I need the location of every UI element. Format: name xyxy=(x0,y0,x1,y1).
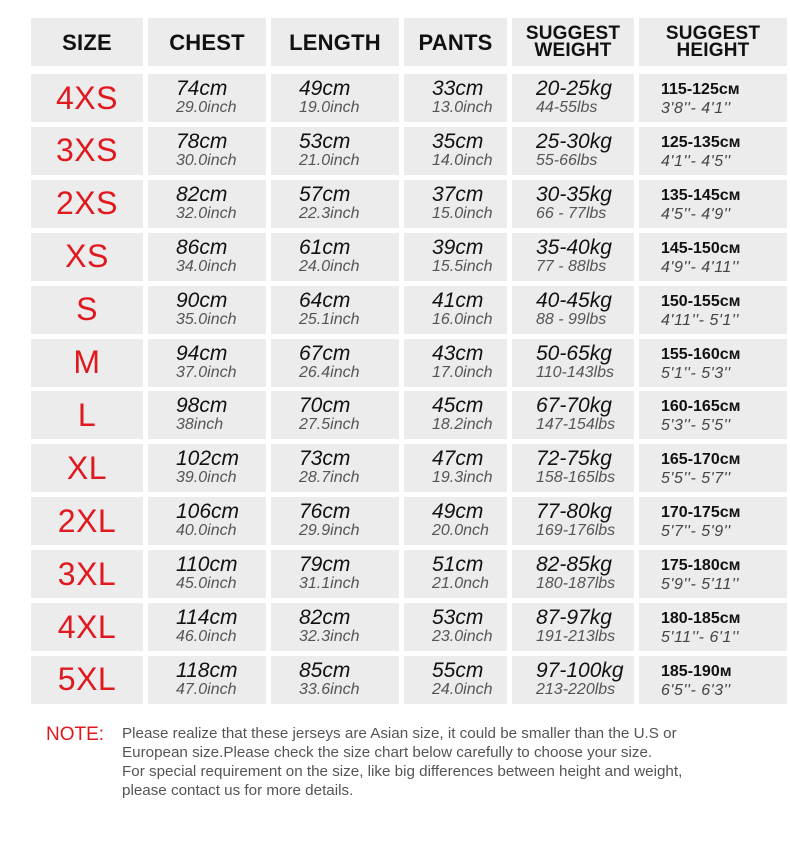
weight-secondary: 44-55lbs xyxy=(536,99,598,116)
length-secondary: 29.9inch xyxy=(299,522,360,540)
length-primary: 82cm xyxy=(299,606,351,629)
height-secondary: 5'9''- 5'11'' xyxy=(661,576,739,594)
pants-primary: 39cm xyxy=(432,235,484,259)
weight-primary: 40-45kg xyxy=(536,288,612,312)
chest-primary: 78cm xyxy=(176,129,228,153)
size-cell xyxy=(31,74,143,122)
header-length: LENGTH xyxy=(289,29,381,55)
length-secondary: 33.6inch xyxy=(299,680,360,698)
chest-secondary: 45.0inch xyxy=(176,575,237,593)
size-cell xyxy=(31,233,143,281)
height-secondary: 4'11''- 5'1'' xyxy=(661,311,739,329)
chest-cell xyxy=(148,391,266,439)
chest-cell xyxy=(148,180,266,228)
header-weight-line2: WEIGHT xyxy=(534,40,612,61)
chest-primary: 106cm xyxy=(176,500,240,524)
weight-secondary: 88 - 99lbs xyxy=(536,310,607,328)
chest-secondary: 30.0inch xyxy=(176,151,237,169)
height-cell xyxy=(639,180,787,228)
weight-secondary: 110-143lbs xyxy=(536,363,614,381)
height-primary: 150-155см xyxy=(661,292,741,310)
pants-primary: 37cm xyxy=(432,182,484,206)
height-cell xyxy=(639,656,787,704)
pants-secondary: 13.0inch xyxy=(432,99,493,116)
weight-primary: 25-30kg xyxy=(536,129,612,153)
weight-primary: 97-100kg xyxy=(536,658,624,682)
height-primary: 180-185см xyxy=(661,610,741,627)
chest-secondary: 38inch xyxy=(176,416,224,434)
chest-primary: 102cm xyxy=(176,447,240,471)
height-secondary: 3'8''- 4'1'' xyxy=(661,100,731,117)
height-primary: 185-190м xyxy=(661,662,732,680)
pants-primary: 51cm xyxy=(432,553,484,577)
length-cell xyxy=(271,74,399,122)
chest-cell xyxy=(148,497,266,545)
size-cell xyxy=(31,339,143,387)
length-primary: 79cm xyxy=(299,553,351,577)
size-label: 2XL xyxy=(57,502,117,539)
weight-cell xyxy=(512,497,634,545)
header-chest: CHEST xyxy=(169,29,245,55)
length-secondary: 24.0inch xyxy=(299,257,360,275)
length-primary: 76cm xyxy=(299,500,351,524)
pants-secondary: 18.2inch xyxy=(432,416,493,434)
size-cell xyxy=(31,180,143,228)
pants-cell xyxy=(404,603,507,651)
pants-primary: 55cm xyxy=(432,658,484,682)
size-label: 2XS xyxy=(56,185,118,222)
length-secondary: 32.3inch xyxy=(299,628,360,645)
height-secondary: 4'9''- 4'11'' xyxy=(661,258,739,276)
height-cell xyxy=(639,391,787,439)
chest-cell xyxy=(148,550,266,598)
height-primary: 135-145см xyxy=(661,186,741,204)
header-size: SIZE xyxy=(62,29,112,55)
size-cell xyxy=(31,656,143,704)
length-cell xyxy=(271,127,399,175)
chest-primary: 110cm xyxy=(176,553,238,577)
length-primary: 85cm xyxy=(299,658,351,682)
note-label: NOTE: xyxy=(46,724,105,745)
pants-secondary: 19.3inch xyxy=(432,469,493,487)
pants-primary: 41cm xyxy=(432,288,484,312)
length-primary: 53cm xyxy=(299,129,351,153)
weight-secondary: 191-213lbs xyxy=(536,628,616,645)
weight-cell xyxy=(512,444,634,492)
length-secondary: 25.1inch xyxy=(299,310,360,328)
chest-secondary: 32.0inch xyxy=(176,204,237,222)
length-cell xyxy=(271,497,399,545)
chest-primary: 118cm xyxy=(176,658,238,682)
size-label: 3XS xyxy=(56,132,118,169)
length-primary: 61cm xyxy=(299,235,351,259)
chest-secondary: 29.0inch xyxy=(176,99,237,116)
height-secondary: 4'5''- 4'9'' xyxy=(661,205,731,223)
height-primary: 145-150см xyxy=(661,239,741,257)
height-cell xyxy=(639,550,787,598)
height-primary: 115-125см xyxy=(661,81,740,98)
weight-primary: 20-25kg xyxy=(536,77,612,100)
height-cell xyxy=(639,444,787,492)
chest-cell xyxy=(148,339,266,387)
chest-cell xyxy=(148,74,266,122)
size-label: 4XL xyxy=(57,608,117,645)
header-size-cell xyxy=(31,18,143,66)
length-secondary: 22.3inch xyxy=(299,204,360,222)
pants-cell xyxy=(404,656,507,704)
note-line: For special requirement on the size, like big differences between height and weight, xyxy=(122,763,683,780)
length-cell xyxy=(271,656,399,704)
pants-secondary: 15.0inch xyxy=(432,204,493,222)
header-height-line2: HEIGHT xyxy=(676,40,750,61)
note-line: Please realize that these jerseys are Asian size, it could be smaller than the U.S or xyxy=(122,725,677,742)
size-cell xyxy=(31,391,143,439)
pants-cell xyxy=(404,127,507,175)
length-secondary: 31.1inch xyxy=(299,575,360,593)
height-secondary: 6'5''- 6'3'' xyxy=(661,681,731,699)
weight-primary: 50-65kg xyxy=(536,341,612,365)
pants-primary: 35cm xyxy=(432,129,484,153)
weight-cell xyxy=(512,603,634,651)
length-cell xyxy=(271,180,399,228)
chest-cell xyxy=(148,127,266,175)
weight-cell xyxy=(512,286,634,334)
weight-secondary: 66 - 77lbs xyxy=(536,204,607,222)
height-primary: 155-160см xyxy=(661,345,741,363)
weight-secondary: 147-154lbs xyxy=(536,416,616,434)
height-cell xyxy=(639,497,787,545)
length-secondary: 26.4inch xyxy=(299,363,360,381)
weight-secondary: 158-165lbs xyxy=(536,469,616,487)
size-cell xyxy=(31,127,143,175)
height-primary: 175-180см xyxy=(661,557,741,575)
weight-secondary: 77 - 88lbs xyxy=(536,257,607,275)
header-chest-cell xyxy=(148,18,266,66)
header-height xyxy=(666,25,760,59)
size-label: XS xyxy=(65,238,109,275)
chest-secondary: 47.0inch xyxy=(176,680,237,698)
pants-primary: 47cm xyxy=(432,447,484,471)
weight-secondary: 180-187lbs xyxy=(536,575,616,593)
length-primary: 73cm xyxy=(299,447,351,471)
weight-cell xyxy=(512,656,634,704)
length-cell xyxy=(271,286,399,334)
length-secondary: 28.7inch xyxy=(299,469,360,487)
length-cell xyxy=(271,339,399,387)
chest-primary: 94cm xyxy=(176,341,228,365)
weight-primary: 35-40kg xyxy=(536,235,612,259)
length-secondary: 19.0inch xyxy=(299,99,360,116)
size-label: 3XL xyxy=(57,555,117,592)
weight-primary: 67-70kg xyxy=(536,394,612,418)
pants-cell xyxy=(404,233,507,281)
chest-primary: 82cm xyxy=(176,182,228,206)
chest-primary: 114cm xyxy=(176,606,238,629)
header-height-cell xyxy=(639,18,787,66)
length-cell xyxy=(271,444,399,492)
pants-secondary: 23.0inch xyxy=(432,628,493,645)
height-secondary: 5'3''- 5'5'' xyxy=(661,417,731,435)
pants-primary: 33cm xyxy=(432,77,484,100)
length-primary: 49cm xyxy=(299,77,351,100)
height-primary: 160-165см xyxy=(661,398,741,416)
height-cell xyxy=(639,127,787,175)
header-weight xyxy=(526,25,620,59)
length-cell xyxy=(271,550,399,598)
chest-secondary: 34.0inch xyxy=(176,257,237,275)
length-primary: 70cm xyxy=(299,394,351,418)
chest-secondary: 40.0inch xyxy=(176,522,237,540)
height-secondary: 5'11''- 6'1'' xyxy=(661,629,739,646)
chest-primary: 98cm xyxy=(176,394,228,418)
chest-cell xyxy=(148,603,266,651)
length-secondary: 21.0inch xyxy=(299,151,360,169)
pants-cell xyxy=(404,444,507,492)
note-line: please contact us for more details. xyxy=(122,782,354,799)
weight-primary: 77-80kg xyxy=(536,500,612,524)
length-cell xyxy=(271,391,399,439)
header-pants: PANTS xyxy=(418,29,493,55)
pants-cell xyxy=(404,550,507,598)
chest-cell xyxy=(148,444,266,492)
height-cell xyxy=(639,233,787,281)
height-cell xyxy=(639,603,787,651)
size-label: 4XS xyxy=(56,79,118,116)
height-secondary: 5'5''- 5'7'' xyxy=(661,470,731,488)
size-cell xyxy=(31,603,143,651)
length-primary: 64cm xyxy=(299,288,351,312)
weight-secondary: 55-66lbs xyxy=(536,151,598,169)
header-pants-cell xyxy=(404,18,507,66)
weight-cell xyxy=(512,74,634,122)
height-cell xyxy=(639,339,787,387)
weight-cell xyxy=(512,127,634,175)
height-cell xyxy=(639,74,787,122)
pants-primary: 53cm xyxy=(432,606,484,629)
pants-secondary: 15.5inch xyxy=(432,257,493,275)
weight-secondary: 213-220lbs xyxy=(536,680,616,698)
weight-primary: 30-35kg xyxy=(536,182,612,206)
size-label: XL xyxy=(66,449,108,486)
chest-secondary: 46.0inch xyxy=(176,628,237,645)
note-line: European size.Please check the size chart below carefully to choose your size. xyxy=(122,744,653,761)
pants-cell xyxy=(404,180,507,228)
pants-secondary: 16.0inch xyxy=(432,310,493,328)
length-primary: 57cm xyxy=(299,182,351,206)
pants-primary: 49cm xyxy=(432,500,484,524)
weight-cell xyxy=(512,233,634,281)
pants-secondary: 17.0inch xyxy=(432,363,493,381)
height-primary: 165-170см xyxy=(661,451,741,469)
size-label: L xyxy=(77,396,97,433)
weight-secondary: 169-176lbs xyxy=(536,522,616,540)
chest-secondary: 37.0inch xyxy=(176,363,237,381)
length-secondary: 27.5inch xyxy=(299,416,360,434)
chest-primary: 74cm xyxy=(176,77,228,100)
size-cell xyxy=(31,444,143,492)
height-primary: 170-175см xyxy=(661,504,741,522)
weight-primary: 87-97kg xyxy=(536,606,612,629)
pants-cell xyxy=(404,339,507,387)
pants-cell xyxy=(404,391,507,439)
header-weight-line1: SUGGEST xyxy=(525,23,621,44)
pants-cell xyxy=(404,74,507,122)
weight-primary: 72-75kg xyxy=(536,447,612,471)
pants-secondary: 24.0inch xyxy=(432,680,493,698)
pants-primary: 43cm xyxy=(432,341,484,365)
size-cell xyxy=(31,550,143,598)
size-label: S xyxy=(76,291,98,328)
pants-secondary: 21.0nch xyxy=(432,575,489,593)
note-text xyxy=(122,724,772,800)
pants-secondary: 14.0inch xyxy=(432,151,493,169)
height-secondary: 5'1''- 5'3'' xyxy=(661,364,731,382)
pants-primary: 45cm xyxy=(432,394,484,418)
weight-cell xyxy=(512,180,634,228)
height-primary: 125-135см xyxy=(661,133,741,151)
height-cell xyxy=(639,286,787,334)
size-label: M xyxy=(73,344,101,380)
pants-cell xyxy=(404,286,507,334)
chest-secondary: 39.0inch xyxy=(176,469,237,487)
height-secondary: 4'1''- 4'5'' xyxy=(661,152,731,170)
height-secondary: 5'7''- 5'9'' xyxy=(661,523,731,541)
weight-cell xyxy=(512,550,634,598)
chest-cell xyxy=(148,233,266,281)
weight-cell xyxy=(512,339,634,387)
size-cell xyxy=(31,286,143,334)
weight-primary: 82-85kg xyxy=(536,553,612,577)
weight-cell xyxy=(512,391,634,439)
length-cell xyxy=(271,233,399,281)
chest-cell xyxy=(148,286,266,334)
length-cell xyxy=(271,603,399,651)
chest-primary: 86cm xyxy=(176,235,228,259)
size-label: 5XL xyxy=(57,661,117,698)
length-primary: 67cm xyxy=(299,341,351,365)
header-weight-cell xyxy=(512,18,634,66)
size-cell xyxy=(31,497,143,545)
header-length-cell xyxy=(271,18,399,66)
pants-secondary: 20.0nch xyxy=(432,522,489,540)
pants-cell xyxy=(404,497,507,545)
header-height-line1: SUGGEST xyxy=(665,23,761,44)
chest-cell xyxy=(148,656,266,704)
chest-secondary: 35.0inch xyxy=(176,310,237,328)
chest-primary: 90cm xyxy=(176,288,228,312)
